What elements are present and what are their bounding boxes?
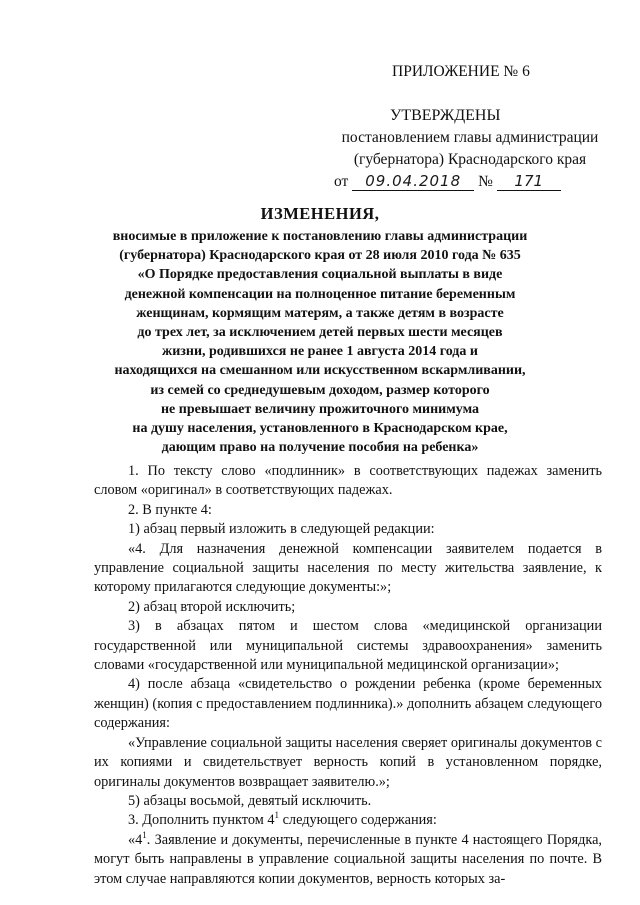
appendix-number: ПРИЛОЖЕНИЕ № 6 [392,63,530,80]
paragraph-4: «4. Для назначения денежной компенсации заявителем подается в управление социальной защиты населения по месту жительства заявление, к которому прилагаются следующие документы:»; [94,540,602,596]
paragraph-6: 3) в абзацах пятом и шестом слова «медицинской организации государственной или муниципальной системы здравоохранения» заменить словами «государственной или муниципальной медицинской организации»; [94,618,602,674]
paragraph-7: 4) после абзаца «свидетельство о рождении ребенка (кроме беременных женщин) (копия с предоставлением подлинника).» дополнить абзацем следующего содержания: [94,676,602,732]
subtitle-line: денежной компенсации на полноценное питание беременным [124,286,516,302]
paragraph-10-prefix: 3. Дополнить пунктом 4 [128,812,275,829]
document-body [94,462,602,889]
subtitle-line: не превышает величину прожиточного минимума [160,401,480,417]
subtitle-line: женщинам, кормящим матерям, а также детям в возрасте [136,305,504,321]
subtitle-line: находящихся на смешанном или искусственном вскармливании, [114,363,526,379]
subtitle-line: дающим право на получение пособия на ребенка» [161,440,479,456]
subtitle-line: жизни, родившихся не ранее 1 августа 2014 года и [162,344,478,360]
paragraph-11-prefix: «4 [128,831,143,848]
paragraph-10-superscript: 1 [274,810,280,821]
paragraph-10 [94,811,602,830]
subtitle-line: «О Порядке предоставления социальной выплаты в виде [137,267,503,283]
subtitle-line: на душу населения, установленного в Краснодарском крае, [132,421,508,437]
paragraph-11-suffix: . Заявление и документы, перечисленные в пункте 4 настоящего Порядка, могут быть направлены в управление социальной защиты населения по почте. В этом случае направляются копии документов, верность которых за- [94,831,602,887]
subtitle-line: (губернатора) Краснодарского края от 28 июля 2010 года № 635 [119,248,521,264]
issuer-line-1: постановлением главы администрации [341,129,599,146]
paragraph-9: 5) абзацы восьмой, девятый исключить. [128,792,372,809]
subtitle-line: вносимые в приложение к постановлению главы администрации [112,229,528,244]
document-title: ИЗМЕНЕНИЯ, [260,204,380,223]
date-number-line [334,172,610,192]
paragraph-11-superscript: 1 [142,829,147,840]
paragraph-8: «Управление социальной защиты населения сверяет оригиналы документов с их копиями и свидетельствует верность копий в установленном порядке, оригиналы документов возвращает заявителю.»; [94,734,602,790]
paragraph-1: 1. По тексту слово «подлинник» в соответствующих падежах заменить словом «оригинал» в соответствующих падежах. [94,463,602,499]
paragraph-10-suffix: следующего содержания: [279,812,437,829]
document-title-block [40,204,600,457]
paragraph-11 [94,831,602,889]
subtitle-line: до трех лет, за исключением детей первых шести месяцев [137,325,503,341]
handwritten-number: 171 [497,172,561,191]
issuer-line-2: (губернатора) Краснодарского края [353,151,587,168]
paragraph-3: 1) абзац первый изложить в следующей редакции: [128,521,435,538]
approval-header [330,62,610,192]
handwritten-date: 09.04.2018 [352,172,474,191]
number-label: № [478,173,493,190]
paragraph-5: 2) абзац второй исключить; [128,598,296,615]
subtitle-line: из семей со среднедушевым доходом, размер которого [150,382,490,398]
from-label: от [334,173,349,190]
approved-label: УТВЕРЖДЕНЫ [390,107,501,124]
paragraph-2: 2. В пункте 4: [128,501,212,518]
document-subtitle [40,227,600,457]
